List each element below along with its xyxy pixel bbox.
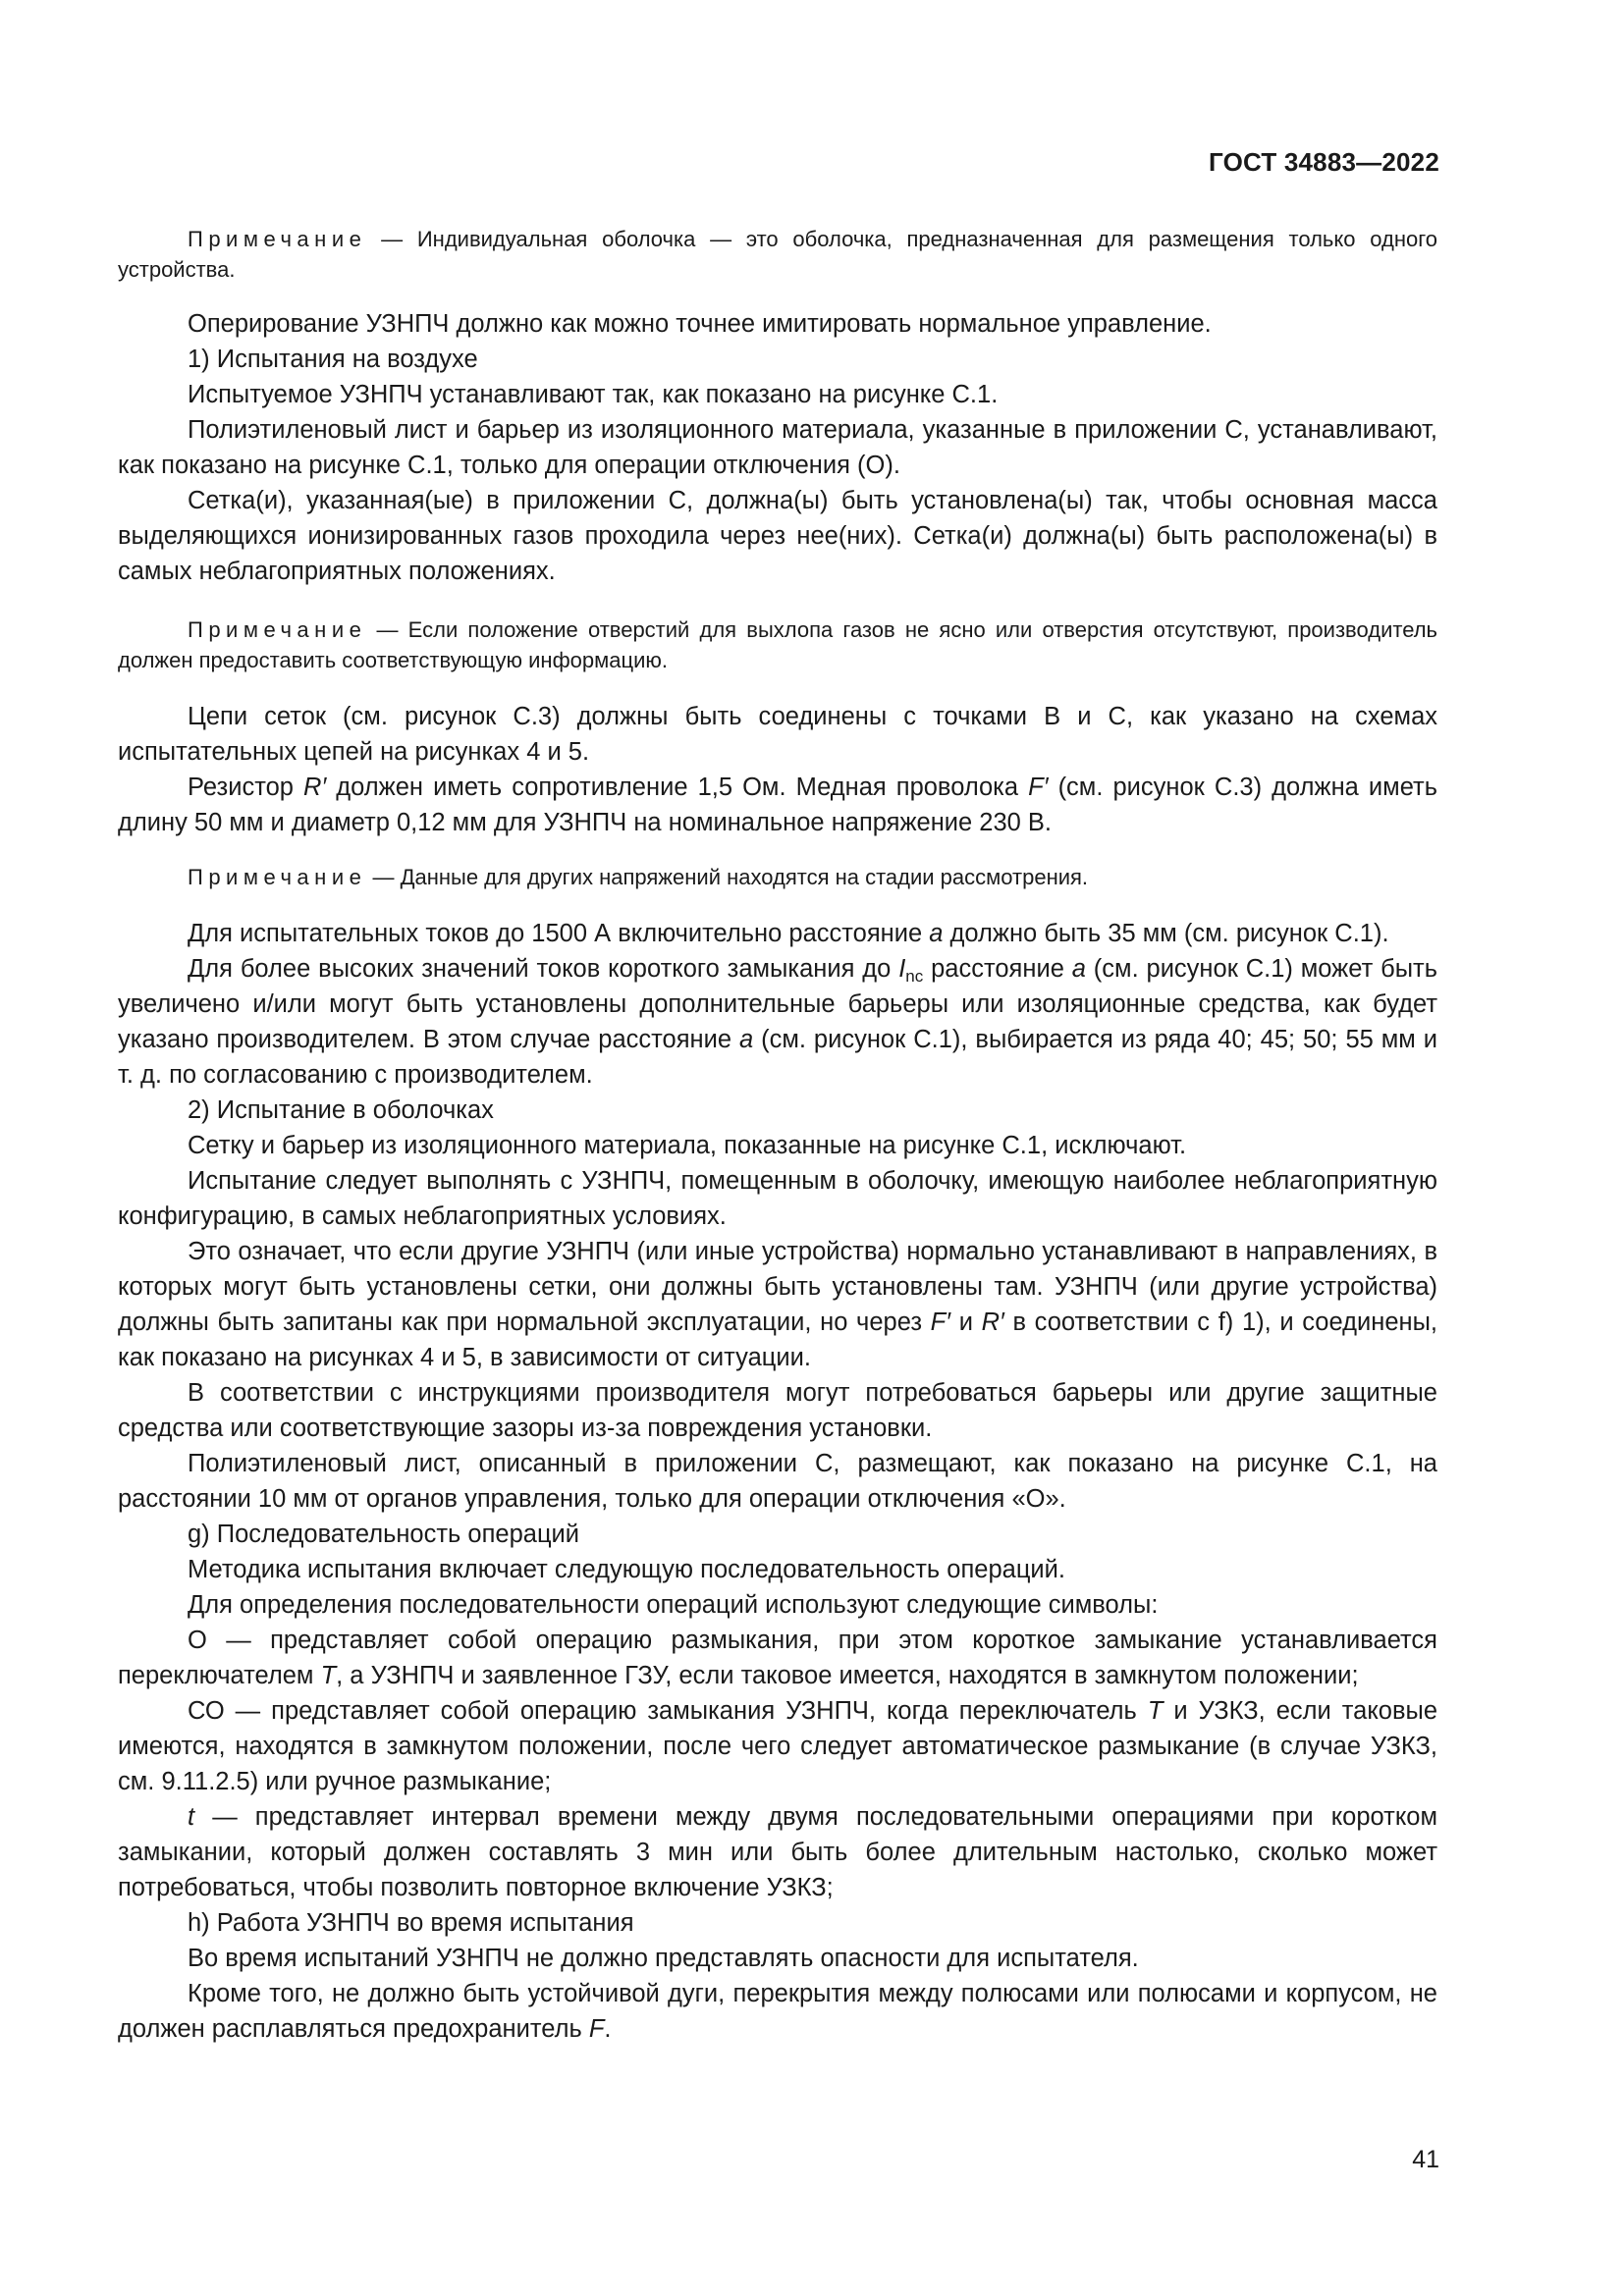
paragraph: Полиэтиленовый лист, описанный в приложении С, размещают, как показано на рисунке С.1, на расстоянии 10 мм от органов управления, только для операции отключения «О». — [118, 1450, 1437, 1513]
symbol-a: a — [739, 1026, 754, 1053]
paragraph: В соответствии с инструкциями производителя могут потребоваться барьеры или другие защитные средства или соответствующие зазоры из-за повреждения установки. — [118, 1379, 1437, 1442]
text-run: должно быть 35 мм (см. рисунок С.1). — [943, 920, 1389, 947]
text-run: О — представляет собой операцию размыкания, при этом короткое замыкание устанавливается переключателем — [118, 1627, 1437, 1689]
text-run: должен иметь сопротивление 1,5 Ом. Медная проволока — [326, 774, 1029, 801]
text-run: и — [950, 1308, 982, 1336]
symbol-i: I — [898, 955, 906, 983]
note-other-voltages — [118, 862, 1437, 892]
note-label: Примечание — [188, 617, 367, 642]
paragraph: Полиэтиленовый лист и барьер из изоляционного материала, указанные в приложении С, устанавливают, как показано на рисунке С.1, только для операции отключения (О). — [118, 416, 1437, 479]
symbol-a: a — [929, 920, 944, 947]
paragraph: Методика испытания включает следующую последовательность операций. — [188, 1556, 1065, 1583]
paragraph-other-devices — [118, 1234, 1437, 1375]
text-run: Резистор — [188, 774, 304, 801]
paragraph: Испытуемое УЗНПЧ устанавливают так, как показано на рисунке С.1. — [188, 381, 999, 408]
note-text: — Если положение отверстий для выхлопа газов не ясно или отверстия отсутствуют, производитель должен предоставить соответствующую информацию. — [118, 617, 1437, 672]
paragraph: Во время испытаний УЗНПЧ не должно представлять опасности для испытателя. — [188, 1945, 1139, 1972]
text-run: , а УЗНПЧ и заявленное ГЗУ, если таковое имеется, находятся в замкнутом положении; — [336, 1662, 1359, 1689]
page-content — [118, 224, 1437, 2047]
symbol-t: T — [320, 1662, 337, 1689]
text-run: — представляет интервал времени между двумя последовательными операциями при коротком замыкании, который должен составлять 3 мин или быть более длительным настолько, сколько может потребоваться, чтобы позволить повторное включение УЗКЗ; — [118, 1803, 1437, 1901]
text-run: и УЗКЗ, если таковые имеются, находятся в замкнутом положении, после чего следует автоматическое размыкание (в случае УЗКЗ, см. 9.11.2.5) или ручное размыкание; — [118, 1697, 1438, 1795]
paragraph-distance — [118, 916, 1437, 951]
section-heading-sequence: g) Последовательность операций — [188, 1521, 580, 1548]
paragraph-symbol-co — [118, 1693, 1437, 1799]
text-run: (см. рисунок С.1), выбирается из ряда 40; 45; 50; 55 мм и т. д. по согласованию с производителем. — [118, 1026, 1437, 1089]
text-run: Кроме того, не должно быть устойчивой дуги, перекрытия между полюсами или полюсами и корпусом, не должен расплавляться предохранитель — [118, 1980, 1437, 2043]
paragraph: Сетка(и), указанная(ые) в приложении С, должна(ы) быть установлена(ы) так, чтобы основная масса выделяющихся ионизированных газов проходила через нее(них). Сетка(и) должна(ы) быть расположена(ы) в самых неблагоприятных положениях. — [118, 487, 1437, 585]
text-run: СО — представляет собой операцию замыкания УЗНПЧ, когда переключатель — [188, 1697, 1148, 1725]
paragraph: Цепи сеток (см. рисунок С.3) должны быть соединены с точками В и С, как указано на схемах испытательных цепей на рисунках 4 и 5. — [118, 703, 1437, 766]
text-run: Это означает, что если другие УЗНПЧ (или иные устройства) нормально устанавливают в направлениях, в которых могут быть установлены сетки, они должны быть установлены там. УЗНПЧ (или другие устройства) должны быть запитаны как при нормальной эксплуатации, но через — [118, 1238, 1437, 1336]
note-gas-vents — [118, 614, 1437, 675]
section-heading-operation: h) Работа УЗНПЧ во время испытания — [188, 1909, 634, 1937]
note-text: — Данные для других напряжений находятся на стадии рассмотрения. — [366, 865, 1089, 889]
paragraph-resistor — [118, 770, 1437, 840]
subscript-nc: nc — [905, 967, 924, 986]
text-run: Для более высоких значений токов короткого замыкания до — [188, 955, 899, 983]
paragraph-symbol-t — [118, 1799, 1437, 1905]
paragraph: Оперирование УЗНПЧ должно как можно точнее имитировать нормальное управление. — [188, 310, 1212, 338]
note-individual-enclosure — [118, 224, 1437, 285]
section-heading-enclosure-test: 2) Испытание в оболочках — [188, 1096, 494, 1124]
symbol-a: a — [1071, 955, 1086, 983]
note-text: — Индивидуальная оболочка — это оболочка, предназначенная для размещения только одного устройства. — [118, 227, 1437, 282]
paragraph-higher-currents — [118, 951, 1437, 1093]
symbol-f: F — [588, 2015, 605, 2043]
text-run: . — [604, 2015, 612, 2043]
note-label: Примечание — [188, 227, 367, 251]
paragraph: Испытание следует выполнять с УЗНПЧ, помещенным в оболочку, имеющую наиболее неблагоприятную конфигурацию, в самых неблагоприятных условиях. — [118, 1167, 1437, 1230]
paragraph-symbol-o — [118, 1623, 1437, 1693]
symbol-r: R′ — [303, 774, 327, 801]
text-run: Для испытательных токов до 1500 А включительно расстояние — [188, 920, 930, 947]
text-run: (см. рисунок С.3) должна иметь длину 50 мм и диаметр 0,12 мм для УЗНПЧ на номинальное напряжение 230 В. — [118, 774, 1437, 836]
text-run: (см. рисунок С.1) может быть увеличено и/или могут быть установлены дополнительные барьеры или изоляционные средства, как будет указано производителем. В этом случае расстояние — [118, 955, 1438, 1053]
symbol-r: R′ — [981, 1308, 1004, 1336]
symbol-f: F′ — [930, 1308, 951, 1336]
text-run: в соответствии с f) 1), и соединены, как показано на рисунках 4 и 5, в зависимости от ситуации. — [118, 1308, 1437, 1371]
page-number: 41 — [1412, 2146, 1439, 2173]
note-label: Примечание — [188, 865, 367, 889]
symbol-f: F′ — [1028, 774, 1049, 801]
paragraph-final — [118, 1976, 1437, 2047]
symbol-t-lower: t — [188, 1803, 195, 1831]
paragraph: Сетку и барьер из изоляционного материала, показанные на рисунке С.1, исключают. — [188, 1132, 1187, 1159]
symbol-t: T — [1147, 1697, 1164, 1725]
document-header: ГОСТ 34883—2022 — [1209, 147, 1439, 177]
paragraph: Для определения последовательности операций используют следующие символы: — [188, 1591, 1159, 1619]
text-run: расстояние — [923, 955, 1072, 983]
section-heading-air-test: 1) Испытания на воздухе — [188, 346, 478, 373]
